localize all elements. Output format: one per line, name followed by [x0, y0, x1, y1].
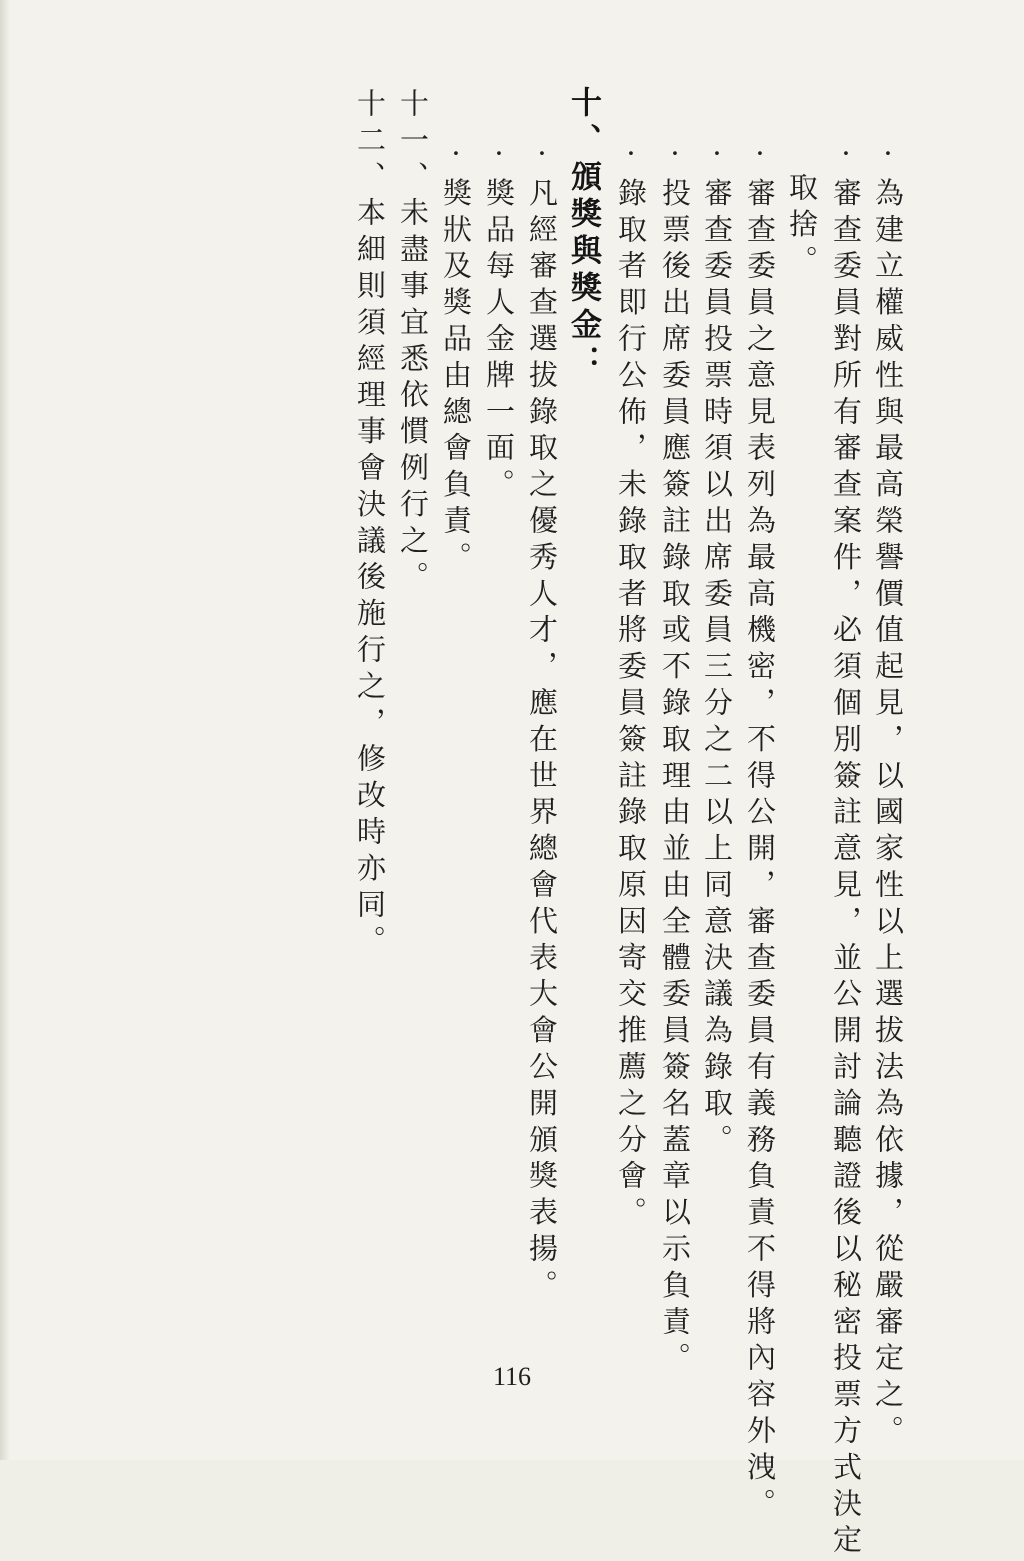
page-number: 116 — [492, 1362, 532, 1391]
section-twelve: 十二、本細則須經理事會決議後施行之，修改時亦同。 — [353, 88, 387, 962]
text-column-4: ·審查委員之意見表列為最高機密，不得公開，審查委員有義務負責不得將內容外洩。 — [743, 136, 777, 1525]
text-column-11: ·獎狀及獎品由總會負責。 — [439, 136, 473, 578]
section-eleven: 十一、未盡事宜悉依慣例行之。 — [396, 88, 430, 598]
text-column-1: ·為建立權威性與最高榮譽價值起見，以國家性以上選拔法為依據，從嚴審定之。 — [871, 136, 905, 1452]
text-column-9: ·凡經審查選拔錄取之優秀人才，應在世界總會代表大會公開頒獎表揚。 — [525, 136, 559, 1306]
section-heading-ten: 十、頒獎與獎金： — [565, 86, 601, 382]
text-column-5: ·審查委員投票時須以出席委員三分之二以上同意決議為錄取。 — [700, 136, 734, 1161]
page-edge — [0, 0, 10, 1460]
text-column-6: ·投票後出席委員應簽註錄取或不錄取理由並由全體委員簽名蓋章以示負責。 — [658, 136, 692, 1379]
text-column-3: 取捨。 — [785, 172, 819, 282]
text-column-2: ·審查委員對所有審查案件，必須個別簽註意見，並公開討論聽證後以秘密投票方式決定 — [829, 136, 863, 1561]
text-column-7: ·錄取者即行公佈，未錄取者將委員簽註錄取原因寄交推薦之分會。 — [614, 136, 648, 1233]
text-column-10: ·獎品每人金牌一面。 — [482, 136, 516, 505]
